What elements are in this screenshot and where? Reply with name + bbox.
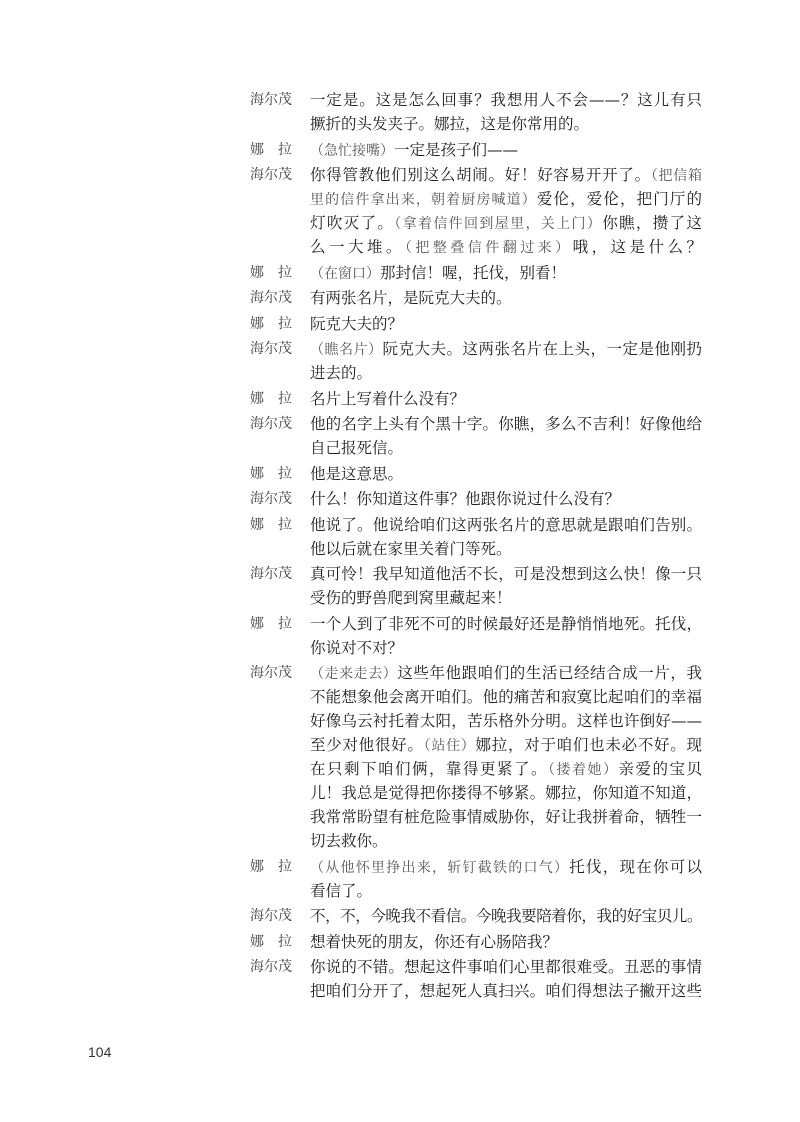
dialogue-line (250, 361, 702, 385)
line-text (310, 138, 702, 162)
speech-text: 什么！你知道这件事？他跟你说过什么没有？ (310, 490, 621, 508)
speaker-name (250, 235, 310, 259)
dialogue-block (250, 337, 702, 385)
dialogue-block (250, 163, 702, 259)
dialogue-block (250, 955, 702, 1003)
line-text (310, 612, 702, 636)
line-text (310, 879, 702, 903)
speaker-name: 海尔茂 (250, 167, 292, 183)
speech-text: 你说对不对？ (310, 638, 404, 657)
speech-text: 他以后就在家里关着门等死。 (310, 539, 512, 558)
dialogue-block (250, 562, 702, 610)
line-text (310, 387, 702, 411)
speaker-name (250, 537, 310, 561)
dialogue-block (250, 261, 702, 285)
speaker-name: 娜 拉 (250, 615, 292, 632)
line-text (310, 88, 702, 112)
line-text (310, 286, 702, 310)
line-text (310, 979, 702, 1003)
speaker-name (250, 709, 310, 733)
dialogue-line (250, 163, 702, 187)
speech-text: 他是这意思。 (310, 464, 404, 483)
dialogue-block (250, 487, 702, 511)
dialogue (250, 88, 702, 1003)
line-text (310, 562, 702, 586)
dialogue-block (250, 855, 702, 903)
speaker-name: 娜 拉 (250, 390, 292, 407)
line-text (310, 337, 702, 361)
speech-text: 切去救你。 (310, 832, 388, 850)
line-text (310, 733, 702, 757)
speech-text: 好像乌云衬托着太阳，苦乐格外分明。这样也许倒好—— (310, 712, 702, 730)
dialogue-line (250, 709, 702, 733)
speech-text: 哦，这是什么？ (572, 238, 702, 256)
dialogue-block (250, 286, 702, 310)
line-text (310, 586, 702, 610)
line-text (310, 436, 702, 460)
line-text (310, 537, 702, 561)
dialogue-block (250, 661, 702, 853)
dialogue-block (250, 88, 702, 136)
speaker-name: 海尔茂 (250, 566, 292, 582)
dialogue-line (250, 757, 702, 781)
line-text (310, 930, 702, 954)
speech-text: 自己报死信。 (310, 439, 404, 457)
dialogue-line (250, 733, 702, 757)
line-text (310, 855, 702, 879)
speech-text: 阮克大夫的？ (310, 314, 404, 333)
dialogue-line (250, 112, 702, 136)
dialogue-line (250, 537, 702, 561)
speech-text: 真可怜！我早知道他活不长，可是没想到这么快！像一只 (310, 565, 702, 583)
dialogue-block (250, 312, 702, 336)
speaker-name: 娜 拉 (250, 141, 292, 158)
line-text (310, 661, 702, 685)
line-text (310, 487, 702, 511)
dialogue-line (250, 88, 702, 112)
speech-text: 他的名字上头有个黑十字。你瞧，多么不吉利！好像他给 (310, 415, 702, 433)
stage-direction: （站住） (423, 738, 476, 754)
line-text (310, 636, 702, 660)
stage-direction: （走来走去） (310, 666, 398, 682)
speech-text: 进去的。 (310, 364, 373, 382)
speaker-name: 海尔茂 (250, 491, 292, 507)
dialogue-block (250, 930, 702, 954)
line-text (310, 805, 702, 829)
speaker-name (250, 879, 310, 903)
dialogue-line (250, 235, 702, 259)
dialogue-block (250, 904, 702, 928)
stage-direction: （在窗口） (310, 265, 380, 282)
speaker-name (250, 436, 310, 460)
line-text (310, 163, 702, 187)
speech-text: 你说的不错。想起这件事咱们心里都很难受。丑恶的事情 (310, 958, 702, 976)
stage-direction: （瞧名片） (310, 342, 383, 358)
speaker-name (250, 211, 310, 235)
dialogue-line (250, 187, 702, 211)
speaker-name (250, 361, 310, 385)
speaker-name: 海尔茂 (250, 959, 292, 975)
page-number: 104 (88, 1044, 112, 1060)
dialogue-line (250, 855, 702, 879)
speaker-name: 娜 拉 (250, 858, 292, 875)
speech-text: 灯吹灭了。 (310, 214, 395, 232)
speech-text: 把咱们分开了，想起死人真扫兴。咱们得想法子撇开这些 (310, 982, 702, 1000)
speaker-name: 海尔茂 (250, 290, 292, 306)
stage-direction: 里的信件拿出来，朝着厨房喊道） (310, 192, 537, 208)
speaker-name: 海尔茂 (250, 416, 292, 432)
speaker-name: 娜 拉 (250, 465, 292, 482)
dialogue-line (250, 462, 702, 486)
speaker-name: 海尔茂 (250, 665, 292, 681)
speaker-name (250, 586, 310, 610)
dialogue-line (250, 829, 702, 853)
line-text (310, 312, 702, 336)
line-text (310, 709, 702, 733)
stage-direction: （把整叠信件翻过来） (404, 240, 573, 256)
stage-direction: （搂着她） (547, 762, 619, 778)
dialogue-line (250, 586, 702, 610)
dialogue-line (250, 562, 702, 586)
stage-direction: （拿着信件回到屋里，关上门） (394, 216, 603, 232)
speaker-name: 娜 拉 (250, 264, 292, 281)
line-text (310, 781, 702, 805)
dialogue-line (250, 879, 702, 903)
dialogue-line (250, 312, 702, 336)
stage-direction: （急忙接嘴） (310, 142, 394, 159)
speech-text: 娜拉，对于咱们也未必不好。现 (475, 736, 702, 754)
speaker-name (250, 112, 310, 136)
stage-direction: （从他怀里挣出来，斩钉截铁的口气） (310, 859, 570, 876)
speech-text: 爱伦，爱伦，把门厅的 (536, 190, 702, 208)
dialogue-block (250, 412, 702, 460)
speech-text: 一定是孩子们—— (394, 140, 519, 159)
dialogue-line (250, 261, 702, 285)
speaker-name: 娜 拉 (250, 933, 292, 950)
speaker-name (250, 829, 310, 853)
speech-text: 名片上写着什么没有？ (310, 389, 466, 408)
dialogue-line (250, 211, 702, 235)
line-text (310, 685, 702, 709)
speech-text: 你得管教他们别这么胡闹。好！好容易开开了。 (310, 166, 651, 184)
speaker-name: 娜 拉 (250, 516, 292, 533)
line-text (310, 361, 702, 385)
speech-text: 至少对他很好。 (310, 736, 424, 754)
speaker-name (250, 187, 310, 211)
speaker-name (250, 636, 310, 660)
speaker-name: 娜 拉 (250, 315, 292, 332)
line-text (310, 261, 702, 285)
speaker-name: 海尔茂 (250, 92, 292, 108)
dialogue-block (250, 513, 702, 561)
dialogue-line (250, 513, 702, 537)
speech-text: 阮克大夫。这两张名片在上头，一定是他刚扔 (382, 340, 702, 358)
stage-direction: （把信箱 (650, 168, 702, 184)
dialogue-line (250, 138, 702, 162)
dialogue-line (250, 781, 702, 805)
dialogue-line (250, 487, 702, 511)
dialogue-block (250, 138, 702, 162)
line-text (310, 235, 702, 259)
dialogue-block (250, 612, 702, 660)
speaker-name (250, 685, 310, 709)
speech-text: 不，不，今晚我不看信。今晚我要陪着你，我的好宝贝儿。 (310, 907, 702, 925)
speech-text: 他说了。他说给咱们这两张名片的意思就是跟咱们告别。 (310, 515, 702, 534)
speech-text: 一定是。这是怎么回事？我想用人不会——？这儿有只 (310, 91, 702, 109)
line-text (310, 462, 702, 486)
dialogue-line (250, 979, 702, 1003)
dialogue-line (250, 436, 702, 460)
dialogue-line (250, 930, 702, 954)
line-text (310, 513, 702, 537)
line-text (310, 112, 702, 136)
speech-text: 么一大堆。 (310, 238, 405, 256)
dialogue-line (250, 685, 702, 709)
speech-text: 你瞧，攒了这 (602, 214, 702, 232)
speaker-name (250, 979, 310, 1003)
speech-text: 看信了。 (310, 881, 373, 900)
line-text (310, 757, 702, 781)
speaker-name (250, 805, 310, 829)
speaker-name (250, 781, 310, 805)
dialogue-line (250, 387, 702, 411)
speaker-name: 海尔茂 (250, 341, 292, 357)
dialogue-block (250, 462, 702, 486)
speech-text: 托伐，现在你可以 (569, 857, 702, 876)
line-text (310, 412, 702, 436)
speech-text: 一个人到了非死不可的时候最好还是静悄悄地死。托伐， (310, 614, 702, 633)
speaker-name: 海尔茂 (250, 908, 292, 924)
speech-text: 那封信！喔，托伐，别看！ (380, 263, 567, 282)
speech-text: 亲爱的宝贝 (618, 760, 702, 778)
dialogue-line (250, 286, 702, 310)
speech-text: 受伤的野兽爬到窝里藏起来！ (310, 589, 512, 607)
line-text (310, 829, 702, 853)
speech-text: 有两张名片，是阮克大夫的。 (310, 289, 512, 307)
line-text (310, 955, 702, 979)
dialogue-line (250, 337, 702, 361)
dialogue-line (250, 904, 702, 928)
dialogue-line (250, 636, 702, 660)
dialogue-line (250, 612, 702, 636)
line-text (310, 904, 702, 928)
speech-text: 儿！我总是觉得把你搂得不够紧。娜拉，你知道不知道， (310, 784, 702, 802)
dialogue-line (250, 412, 702, 436)
speech-text: 这些年他跟咱们的生活已经结合成一片，我 (397, 664, 702, 682)
dialogue-line (250, 805, 702, 829)
speech-text: 在只剩下咱们俩，靠得更紧了。 (310, 760, 548, 778)
speaker-name (250, 757, 310, 781)
line-text (310, 187, 702, 211)
speech-text: 撅折的头发夹子。娜拉，这是你常用的。 (310, 115, 590, 133)
speech-text: 我常常盼望有桩危险事情威胁你，好让我拼着命，牺牲一 (310, 808, 702, 826)
dialogue-line (250, 661, 702, 685)
dialogue-line (250, 955, 702, 979)
dialogue-block (250, 387, 702, 411)
speech-text: 想着快死的朋友，你还有心肠陪我？ (310, 932, 559, 951)
line-text (310, 211, 702, 235)
speaker-name (250, 733, 310, 757)
speech-text: 不能想象他会离开咱们。他的痛苦和寂寞比起咱们的幸福 (310, 688, 702, 706)
